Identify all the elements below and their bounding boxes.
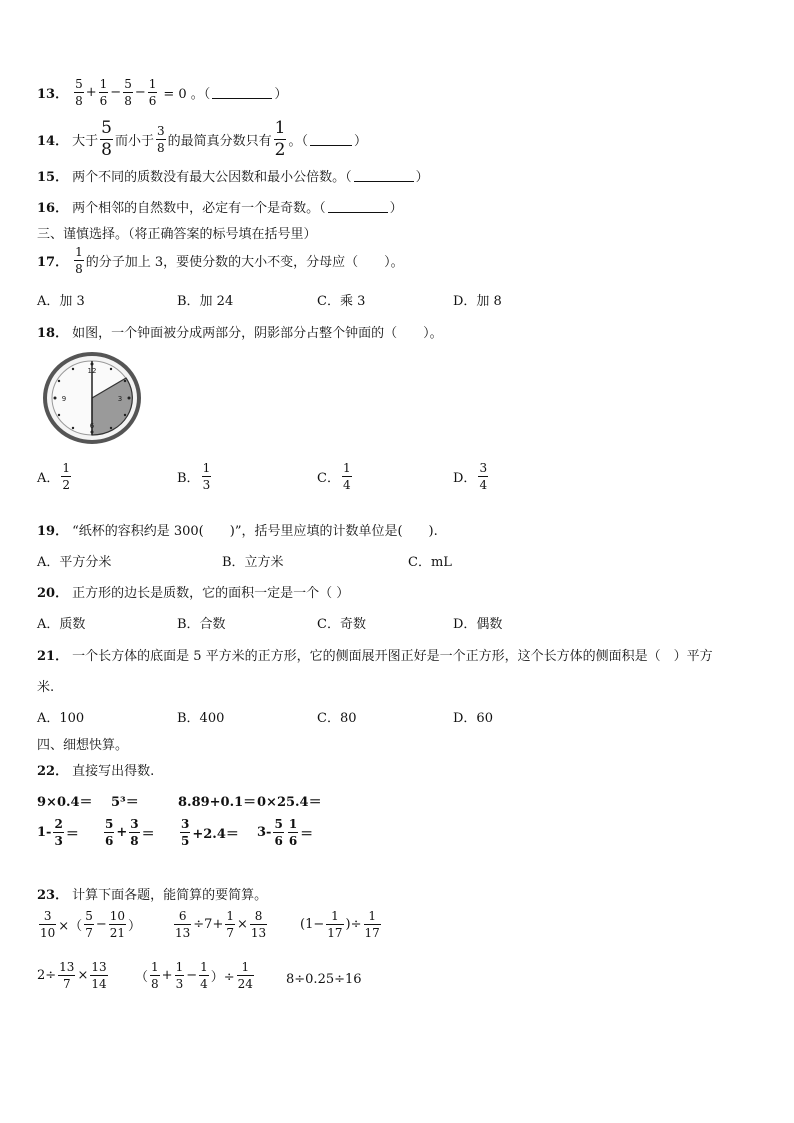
fraction: $\frac{1}{7}$ xyxy=(226,909,234,940)
question-number: 16． xyxy=(37,201,69,216)
fraction: $\frac{1}{6}$ xyxy=(99,77,108,108)
fraction: $\frac{13}{14}$ xyxy=(91,960,107,991)
question-20: 20． 正方形的边长是质数，它的面积一定是一个（ ） xyxy=(37,582,349,601)
fraction: $\frac{1}{6}$ xyxy=(288,817,298,848)
expression: 5³＝ xyxy=(111,795,139,810)
question-number: 23． xyxy=(37,888,69,903)
expression: 1- $\frac{2}{3}$ ＝ xyxy=(37,817,79,848)
expression: 0×25.4＝ xyxy=(257,795,322,810)
option-c[interactable]: C． $\frac{1}{4}$ xyxy=(317,461,351,492)
expression: 2÷ $\frac{13}{7}$ × $\frac{13}{14}$ xyxy=(37,960,107,991)
question-14: 14． 大于 $\frac{5}{8}$ 而小于 $\frac{3}{8}$ 的最简真分数只有 $\frac{1}{2}$ 。（ ） xyxy=(37,118,367,160)
question-21-continued: 米. xyxy=(37,680,55,695)
question-number: 20． xyxy=(37,586,69,601)
option-a[interactable]: A．100 xyxy=(37,711,85,726)
option-c[interactable]: C．mL xyxy=(408,555,452,570)
fraction: $\frac{2}{3}$ xyxy=(54,817,63,848)
question-19: 19． “纸杯的容积约是 300( )”，括号里应填的计数单位是( ). xyxy=(37,520,438,539)
question-21: 21． 一个长方体的底面是 5 平方米的正方形，它的侧面展开图正好是一个正方形，这个长方体的侧面积是（ ）平方 xyxy=(37,645,713,664)
fraction: $\frac{3}{5}$ xyxy=(181,817,190,848)
question-number: 13． xyxy=(37,87,69,102)
question-number: 19． xyxy=(37,524,69,539)
svg-text:3: 3 xyxy=(117,395,123,403)
answer-blank[interactable] xyxy=(328,201,388,213)
option-a[interactable]: A．平方分米 xyxy=(37,555,112,570)
option-c[interactable]: C．奇数 xyxy=(317,617,366,632)
question-17: 17． $\frac{1}{8}$ 的分子加上 3，要使分数的大小不变，分母应（ ）。 xyxy=(37,245,404,276)
fraction: $\frac{1}{8}$ xyxy=(151,960,159,991)
question-15: 15． 两个不同的质数没有最大公因数和最小公倍数。（ ） xyxy=(37,166,429,185)
fraction: $\frac{1}{8}$ xyxy=(75,245,83,276)
question-18: 18． 如图，一个钟面被分成两部分，阴影部分占整个钟面的（ ）。 xyxy=(37,322,443,341)
question-23: 23． 计算下面各题，能简算的要简算。 xyxy=(37,884,267,903)
option-d[interactable]: D．偶数 xyxy=(453,617,503,632)
option-c[interactable]: C．80 xyxy=(317,711,357,726)
svg-text:12: 12 xyxy=(87,367,97,375)
svg-text:9: 9 xyxy=(61,395,67,403)
fraction: $\frac{1}{17}$ xyxy=(364,909,380,940)
question-13: 13． $\frac{5}{8}$ + $\frac{1}{6}$ − $\frac{5}{8}$ − $\frac{1}{6}$ = 0 。（ ） xyxy=(37,77,288,108)
answer-blank[interactable] xyxy=(212,87,272,99)
fraction: $\frac{6}{13}$ xyxy=(175,909,191,940)
expression: (1− $\frac{1}{17}$ )÷ $\frac{1}{17}$ xyxy=(300,909,380,940)
question-number: 14． xyxy=(37,134,69,149)
fraction: $\frac{3}{8}$ xyxy=(130,817,139,848)
option-d[interactable]: D．加 8 xyxy=(453,294,502,309)
fraction: $\frac{3}{10}$ xyxy=(40,909,56,940)
fraction: $\frac{1}{2}$ xyxy=(62,461,71,492)
section-heading-3: 三、谨慎选择。（将正确答案的标号填在括号里） xyxy=(37,227,317,242)
expression: 3- $\frac{5}{6}$ $\frac{1}{6}$ ＝ xyxy=(257,817,314,848)
fraction: $\frac{8}{13}$ xyxy=(250,909,267,940)
expression: 9×0.4＝ xyxy=(37,795,93,810)
option-c[interactable]: C．乘 3 xyxy=(317,294,366,309)
question-22: 22． 直接写出得数. xyxy=(37,760,154,779)
expression: $\frac{3}{5}$ +2.4＝ xyxy=(181,817,239,848)
fraction: $\frac{1}{4}$ xyxy=(342,461,351,492)
fraction: $\frac{3}{4}$ xyxy=(479,461,488,492)
fraction: $\frac{5}{6}$ xyxy=(274,817,283,848)
fraction: $\frac{13}{7}$ xyxy=(59,960,75,991)
fraction: $\frac{10}{21}$ xyxy=(109,909,126,940)
question-number: 15． xyxy=(37,170,69,185)
fraction: $\frac{5}{8}$ xyxy=(124,77,132,108)
option-b[interactable]: B． $\frac{1}{3}$ xyxy=(177,461,211,492)
fraction: $\frac{5}{7}$ xyxy=(85,909,93,940)
option-d[interactable]: D． $\frac{3}{4}$ xyxy=(453,461,488,492)
fraction: $\frac{3}{8}$ xyxy=(156,124,165,155)
fraction: $\frac{1}{3}$ xyxy=(175,960,184,991)
question-number: 17． xyxy=(37,255,69,270)
answer-blank[interactable] xyxy=(310,134,352,146)
question-number: 21． xyxy=(37,649,69,664)
question-number: 18． xyxy=(37,326,69,341)
expression: $\frac{5}{6}$ + $\frac{3}{8}$ ＝ xyxy=(105,817,155,848)
option-b[interactable]: B．加 24 xyxy=(177,294,234,309)
option-a[interactable]: A． $\frac{1}{2}$ xyxy=(37,461,71,492)
fraction: $\frac{5}{8}$ xyxy=(101,118,112,160)
answer-blank[interactable] xyxy=(354,170,414,182)
fraction: $\frac{5}{8}$ xyxy=(75,77,83,108)
option-a[interactable]: A．加 3 xyxy=(37,294,85,309)
fraction: $\frac{1}{2}$ xyxy=(274,118,286,160)
svg-text:6: 6 xyxy=(89,422,95,430)
fraction: $\frac{5}{6}$ xyxy=(105,817,114,848)
option-a[interactable]: A．质数 xyxy=(37,617,86,632)
option-b[interactable]: B．合数 xyxy=(177,617,226,632)
expression: $\frac{6}{13}$ ÷7+ $\frac{1}{7}$ × $\frac{8}{13}$ xyxy=(175,909,267,940)
expression: （ $\frac{1}{8}$ + $\frac{1}{3}$ − $\frac{1}{4}$ ）÷ $\frac{1}{24}$ xyxy=(135,960,253,991)
expression: 8.89+0.1＝ xyxy=(178,795,257,810)
clock-face-figure xyxy=(40,348,146,448)
fraction: $\frac{1}{4}$ xyxy=(200,960,208,991)
question-number: 22． xyxy=(37,764,69,779)
fraction: $\frac{1}{17}$ xyxy=(327,909,343,940)
question-16: 16． 两个相邻的自然数中，必定有一个是奇数。（ ） xyxy=(37,197,403,216)
expression: $\frac{3}{10}$ ×（ $\frac{5}{7}$ − $\frac{10}{21}$ ） xyxy=(40,909,142,940)
section-heading-4: 四、细想快算。 xyxy=(37,738,129,753)
expression: 8÷0.25÷16 xyxy=(286,972,362,987)
option-b[interactable]: B．400 xyxy=(177,711,225,726)
option-d[interactable]: D．60 xyxy=(453,711,493,726)
option-b[interactable]: B．立方米 xyxy=(222,555,284,570)
fraction: $\frac{1}{6}$ xyxy=(148,77,157,108)
fraction: $\frac{1}{3}$ xyxy=(202,461,211,492)
fraction: $\frac{1}{24}$ xyxy=(237,960,253,991)
